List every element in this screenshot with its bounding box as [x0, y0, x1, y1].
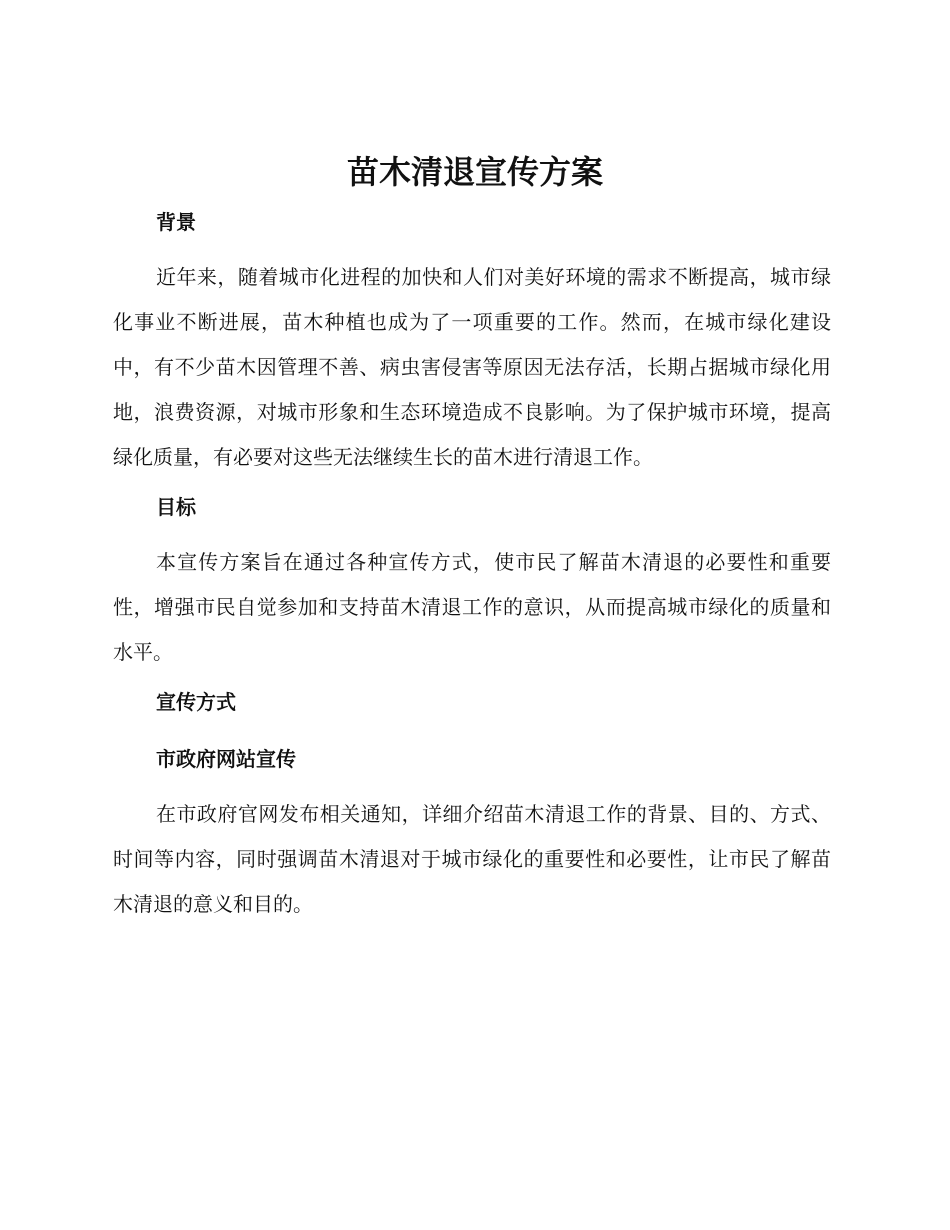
section-heading-background: 背景 — [156, 210, 196, 234]
section-heading-goal: 目标 — [156, 495, 196, 519]
subsection-paragraph-website: 在市政府官网发布相关通知，详细介绍苗木清退工作的背景、目的、方式、时间等内容，同时强调苗木清退对于城市绿化的重要性和必要性，让市民了解苗木清退的意义和目的。 — [113, 802, 831, 916]
subsection-heading-website: 市政府网站宣传 — [156, 747, 296, 771]
section-paragraph-goal: 本宣传方案旨在通过各种宣传方式，使市民了解苗木清退的必要性和重要性，增强市民自觉参加和支持苗木清退工作的意识，从而提高城市绿化的质量和水平。 — [113, 550, 831, 664]
section-heading-methods: 宣传方式 — [156, 690, 236, 714]
document-body — [113, 205, 831, 927]
section-paragraph-background: 近年来，随着城市化进程的加快和人们对美好环境的需求不断提高，城市绿化事业不断进展，苗木种植也成为了一项重要的工作。然而，在城市绿化建设中，有不少苗木因管理不善、病虫害侵害等原因无法存活，长期占据城市绿化用地，浪费资源，对城市形象和生态环境造成不良影响。为了保护城市环境，提高绿化质量，有必要对这些无法继续生长的苗木进行清退工作。 — [113, 265, 831, 469]
document-title: 苗木清退宣传方案 — [346, 153, 603, 191]
